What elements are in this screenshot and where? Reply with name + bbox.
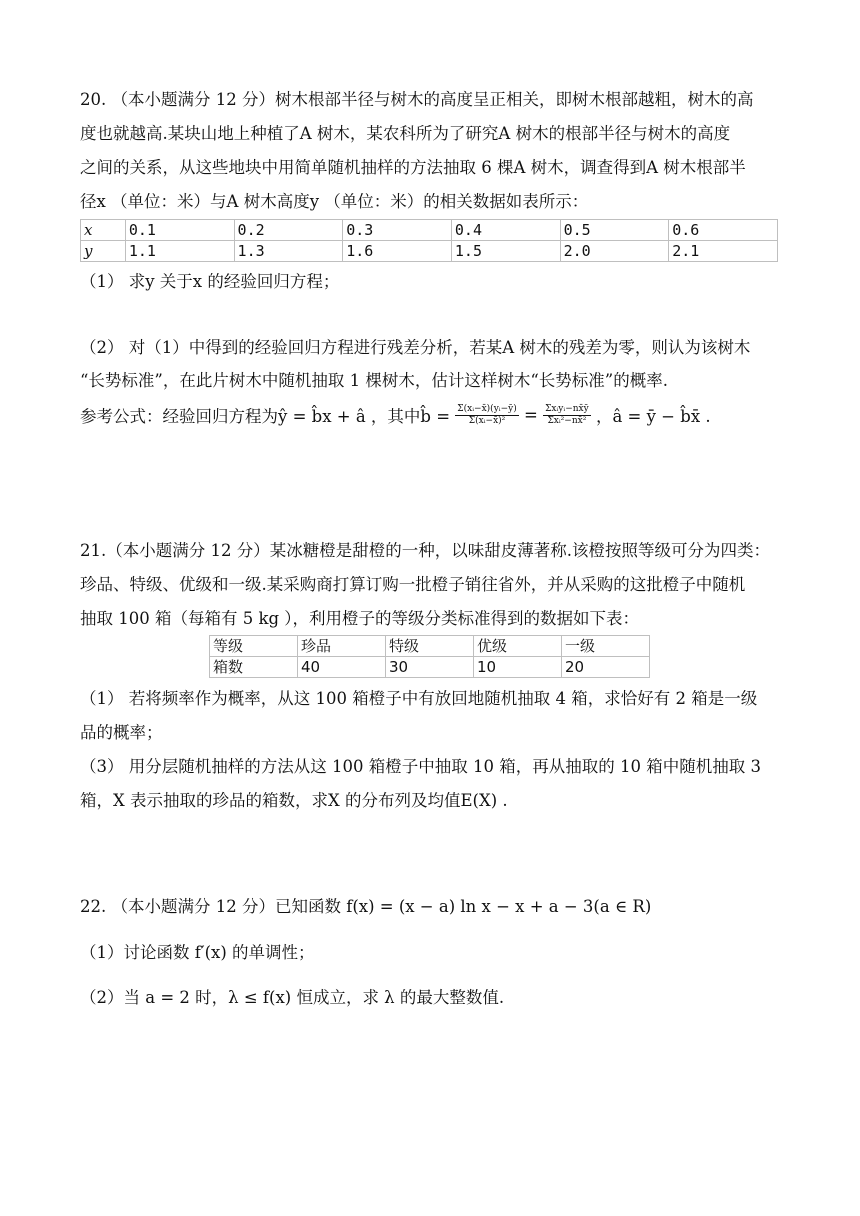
table-cell: 10	[474, 657, 562, 678]
q21-part-3-line-2: 箱，X 表示抽取的珍品的箱数，求X 的分布列及均值E(X) .	[80, 791, 508, 810]
q22-part-2: （2）当 a = 2 时，λ ≤ f(x) 恒成立，求 λ 的最大整数值.	[80, 988, 505, 1007]
fraction-denominator: Σxᵢ²−nx̄²	[547, 415, 587, 426]
table-cell: 0.3	[343, 220, 452, 241]
table-cell: 一级	[562, 636, 650, 657]
fraction-denominator: Σ(xᵢ−x̄)²	[468, 415, 506, 426]
table-cell: 30	[386, 657, 474, 678]
q21-grade-table	[209, 635, 650, 678]
table-cell: 2.1	[669, 241, 778, 262]
formula-fraction-1	[455, 404, 518, 427]
formula-equals: =	[523, 405, 538, 425]
table-cell: 1.3	[234, 241, 343, 262]
q21-line-1: 21.（本小题满分 12 分）某冰糖橙是甜橙的一种，以味甜皮薄著称.该橙按照等级可分为四类：	[80, 541, 770, 560]
table-cell: 优级	[474, 636, 562, 657]
table-cell: 特级	[386, 636, 474, 657]
q22-part-1: （1）讨论函数 f′(x) 的单调性；	[80, 943, 315, 962]
table-cell: y	[81, 241, 126, 262]
q20-line-2: 度也就越高.某块山地上种植了A 树木，某农科所为了研究A 树木的根部半径与树木的高度	[80, 124, 731, 143]
q20-line-1: 20. （本小题满分 12 分）树木根部半径与树木的高度呈正相关，即树木根部越粗，树木的高	[80, 90, 754, 109]
table-cell: 1.5	[451, 241, 560, 262]
table-cell: 1.6	[343, 241, 452, 262]
q20-part-1: （1） 求y 关于x 的经验回归方程；	[80, 272, 340, 291]
table-row	[210, 636, 650, 657]
q20-part-2-line-2: “长势标准”，在此片树木中随机抽取 1 棵树木，估计这样树木“长势标准”的概率.	[80, 371, 668, 390]
table-cell: 0.2	[234, 220, 343, 241]
q21-part-3-line-1: （3） 用分层随机抽样的方法从这 100 箱橙子中抽取 10 箱，再从抽取的 10 箱中随机抽取 3	[80, 757, 761, 776]
fraction-numerator: Σxᵢyᵢ−nx̄ȳ	[545, 403, 589, 414]
table-cell: 0.4	[451, 220, 560, 241]
table-cell: 20	[562, 657, 650, 678]
q20-line-3: 之间的关系，从这些地块中用简单随机抽样的方法抽取 6 棵A 树木，调查得到A 树木根部半	[80, 158, 746, 177]
table-cell: 等级	[210, 636, 298, 657]
table-cell: 0.6	[669, 220, 778, 241]
q21-line-3: 抽取 100 箱（每箱有 5 kg ），利用橙子的等级分类标准得到的数据如下表：	[80, 609, 640, 628]
q21-part-1-line-2: 品的概率；	[80, 723, 163, 742]
table-cell: 2.0	[560, 241, 669, 262]
formula-fraction-2	[543, 404, 591, 427]
table-cell: 珍品	[298, 636, 386, 657]
q22-title: 22. （本小题满分 12 分）已知函数 f(x) = (x − a) ln x − x + a − 3(a ∈ R)	[80, 897, 652, 916]
table-cell: x	[81, 220, 126, 241]
table-row	[81, 220, 778, 241]
table-cell: 0.1	[125, 220, 234, 241]
table-row	[210, 657, 650, 678]
q20-data-table	[80, 219, 778, 262]
q21-part-1-line-1: （1） 若将频率作为概率，从这 100 箱橙子中有放回地随机抽取 4 箱，求恰好有 2 箱是一级	[80, 689, 758, 708]
q21-line-2: 珍品、特级、优级和一级.某采购商打算订购一批橙子销往省外，并从采购的这批橙子中随机	[80, 575, 746, 594]
table-row	[81, 241, 778, 262]
table-cell: 1.1	[125, 241, 234, 262]
fraction-numerator: Σ(xᵢ−x̄)(yᵢ−ȳ)	[457, 403, 517, 414]
table-cell: 箱数	[210, 657, 298, 678]
table-cell: 0.5	[560, 220, 669, 241]
q20-line-4: 径x （单位：米）与A 树木高度y （单位：米）的相关数据如表所示：	[80, 192, 589, 211]
formula-prefix: 参考公式：经验回归方程为ŷ = b̂x + â ，其中b̂ =	[80, 407, 451, 426]
q20-part-2-line-1: （2） 对（1）中得到的经验回归方程进行残差分析，若某A 树木的残差为零，则认为该树木	[80, 338, 751, 357]
formula-suffix: ，â = ȳ − b̂x̄ .	[595, 407, 711, 426]
table-cell: 40	[298, 657, 386, 678]
reference-formula	[80, 403, 711, 463]
